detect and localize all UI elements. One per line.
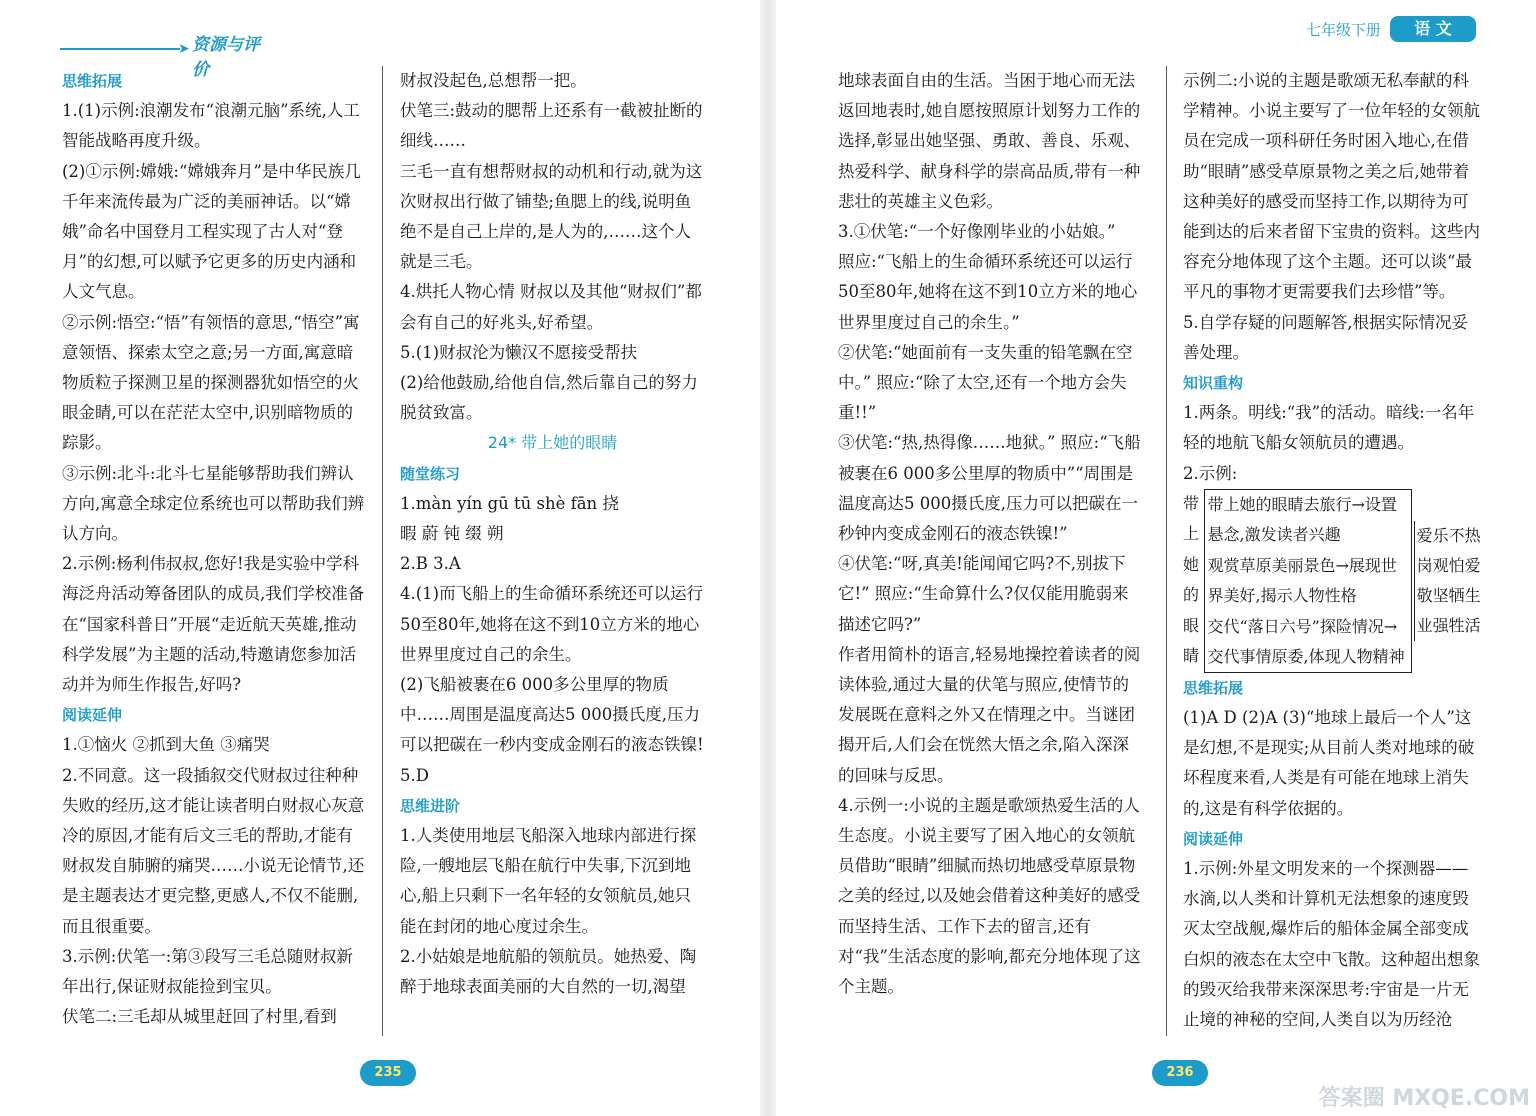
answer-paragraph: 3.示例:伏笔一:第③段写三毛总随财叔新年出行,保证财叔能捡到宝贝。	[62, 946, 353, 997]
answer-paragraph: 5.自学存疑的问题解答,根据实际情况妥善处理。	[1183, 312, 1468, 362]
section-heading: 随堂练习	[400, 464, 461, 483]
answer-paragraph: 2.B 3.A	[400, 554, 461, 574]
column-4-top	[1183, 66, 1483, 489]
section-heading: 思维拓展	[62, 72, 123, 90]
answer-paragraph: 地球表面自由的生活。当困于地心而无法返回地表时,她自愿按照原计划努力工作的选择,彰显出她坚强、勇敢、善良、乐观、热爱科学、献身科学的崇高品质,带有一种悲壮的英雄主义色彩。	[838, 71, 1141, 211]
diagram-title-char: 上	[1183, 524, 1200, 544]
answer-paragraph: 作者用简朴的语言,轻易地操控着读者的阅读体验,通过大量的伏笔与照应,使情节的发展既在意料之外又在情理之中。当谜团揭开后,人们会在恍然大悟之余,陷入深深的回味与反思。	[838, 644, 1141, 785]
header-line	[60, 48, 180, 50]
section-heading: 知识重构	[1183, 374, 1244, 393]
page-number-left: 235	[360, 1060, 416, 1086]
diagram-title-char: 睛	[1183, 646, 1200, 666]
diagram-item: 交代“落日六号”探险情况→交代事情原委,体现人物精神	[1207, 616, 1405, 667]
diagram-title-char: 她	[1183, 554, 1200, 574]
answer-paragraph: ③伏笔:“热,热得像……地狱。” 照应:“飞船被裹在6 000多公里厚的物质中”“周围是温度高达5 000摄氏度,压力可以把碳在一秒钟内变成金刚石的液态铁镍!”	[838, 433, 1141, 544]
column-divider	[382, 66, 383, 1036]
answer-paragraph: 2.小姑娘是地航船的领航员。她热爱、陶醉于地球表面美丽的大自然的一切,渴望	[400, 946, 697, 997]
answer-paragraph: 伏笔二:三毛却从城里赶回了村里,看到	[62, 1007, 337, 1027]
answer-paragraph: 1.人类使用地层飞船深入地球内部进行探险,一艘地层飞船在航行中失事,下沉到地心,船上只剩下一名年轻的女领航员,她只能在封闭的地心度过余生。	[400, 826, 697, 936]
answer-paragraph: 财叔没起色,总想帮一把。	[400, 71, 587, 90]
answer-paragraph: 1.示例:外星文明发来的一个探测器——水滴,以人类和计算机无法想象的速度毁灭太空战舰,爆炸后的船体金属全部变成白炽的液态在太空中飞散。这种超出想象的毁灭给我带来深深思考:宇宙是一片无止境的神秘的空间,人类自以为历经沧	[1183, 859, 1480, 1030]
answer-paragraph: 暇 蔚 钝 缀 朔	[400, 524, 504, 544]
column-4	[1183, 66, 1483, 1035]
answer-paragraph: 1.①恼火 ②抓到大鱼 ③痛哭	[62, 735, 270, 755]
answer-paragraph: (2)飞船被裹在6 000多公里厚的物质中……周围是温度高达5 000摄氏度,压力可以把碳在一秒内变成金刚石的液态铁镍!	[400, 675, 704, 755]
section-heading: 阅读延伸	[1183, 829, 1244, 848]
section-heading: 思维拓展	[1183, 678, 1244, 697]
answer-paragraph: (2)给他鼓励,给他自信,然后靠自己的努力脱贫致富。	[400, 373, 698, 423]
answer-paragraph: 伏笔三:鼓动的腮帮上还系有一截被扯断的细线……	[400, 101, 703, 151]
answer-paragraph: 1.两条。明线:“我”的活动。暗线:一名年轻的地航飞船女领航员的遭遇。	[1183, 403, 1475, 453]
answer-paragraph: 2.不同意。这一段插叙交代财叔过往种种失败的经历,这才能让读者明白财叔心灰意冷的原因,才能有后文三毛的帮助,才能有财叔发自肺腑的痛哭……小说无论情节,还是主题表达才更完整,更感人,不仅不能删,而且很重要。	[62, 765, 365, 936]
answer-paragraph: 照应:“飞船上的生命循环系统还可以运行50至80年,她将在这不到10立方米的地心世界里度过自己的余生。”	[838, 252, 1138, 332]
answer-paragraph: 4.(1)而飞船上的生命循环系统还可以运行50至80年,她将在这不到10立方米的地心世界里度过自己的余生。	[400, 584, 704, 664]
diagram-title-char: 带	[1183, 493, 1200, 513]
header-brand-bar	[60, 28, 260, 80]
diagram-item: 带上她的眼睛去旅行→设置悬念,激发读者兴趣	[1207, 494, 1397, 545]
structure-diagram	[1183, 489, 1483, 673]
answer-paragraph: 三毛一直有想帮财叔的动机和行动,就为这次财叔出行做了铺垫;鱼腮上的线,说明鱼绝不是自己上岸的,是人为的,……这个人就是三毛。	[400, 161, 703, 272]
subject-badge: 语 文	[1390, 16, 1476, 42]
diagram-title-char: 的	[1183, 585, 1200, 605]
column-2	[400, 66, 705, 1002]
right-page	[768, 0, 1536, 1116]
section-heading: 思维进阶	[400, 796, 461, 815]
answer-paragraph: ④伏笔:“呀,真美!能闻闻它吗?不,别拔下它!” 照应:“生命算什么?仅仅能用脆弱来描述它吗?”	[838, 554, 1129, 634]
answer-paragraph: 1.màn yín gū tū shè fān 挠	[400, 493, 619, 513]
answer-paragraph: ②示例:悟空:“悟”有领悟的意思,“悟空”寓意领悟、探索太空之意;另一方面,寓意暗物质粒子探测卫星的探测器犹如悟空的火眼金睛,可以在茫茫太空中,识别暗物质的踪影。	[62, 312, 360, 453]
answer-paragraph: 5.D	[400, 765, 429, 785]
answer-paragraph: (2)①示例:嫦娥:“嫦娥奔月”是中华民族几千年来流传最为广泛的美丽神话。以“嫦娥”命名中国登月工程实现了古人对“登月”的幻想,可以赋予它更多的历史内涵和人文气息。	[62, 161, 361, 302]
arrow-right-icon: ➤	[178, 41, 190, 57]
column-3	[838, 66, 1143, 1002]
answer-paragraph: 1.(1)示例:浪潮发布“浪潮元脑”系统,人工智能战略再度升级。	[62, 101, 360, 151]
answer-paragraph: 4.示例一:小说的主题是歌颂热爱生活的人生态度。小说主要写了困入地心的女领航员借助“眼睛”细腻而热切地感受草原景物之美的经过,以及她会借着这种美好的感受而坚持生活、工作下去的留言,还有对“我”生活态度的影响,都充分地体现了这个主题。	[838, 795, 1141, 997]
answer-paragraph: 2.示例:杨利伟叔叔,您好!我是实验中学科海泛舟活动筹备团队的成员,我们学校准备在“国家科普日”开展“走近航天英雄,推动科学发展”为主题的活动,特邀请您参加活动并为师生作报告,好吗?	[62, 554, 365, 695]
page-number-right: 236	[1152, 1060, 1208, 1086]
answer-paragraph: 3.①伏笔:“一个好像刚毕业的小姑娘。”	[838, 222, 1116, 242]
answer-paragraph: ②伏笔:“她面前有一支失重的铅笔飘在空中。” 照应:“除了太空,还有一个地方会失重!!”	[838, 342, 1133, 423]
answer-paragraph: 4.烘托人物心情 财叔以及其他“财叔们”都会有自己的好兆头,好希望。	[400, 282, 702, 332]
grade-label: 七年级下册	[1305, 21, 1381, 39]
answer-paragraph: (1)A D (2)A (3)“地球上最后一个人”这是幻想,不是现实;从目前人类对地球的破坏程度来看,人类是有可能在地球上消失的,这是有科学依据的。	[1183, 708, 1475, 818]
lesson-title: 24* 带上她的眼睛	[487, 433, 618, 453]
column-divider	[1166, 66, 1167, 1036]
watermark: 答案圈 MXQE.COM	[1318, 1086, 1530, 1111]
answer-paragraph: ③示例:北斗:北斗七星能够帮助我们辨认方向,寓意全球定位系统也可以帮助我们辨认方向。	[62, 463, 365, 544]
header-brand: 资源与评价	[192, 35, 260, 80]
diagram-right-summary: 爱乐不热岗观怕爱敬坚牺生业强牲活	[1414, 521, 1483, 641]
answer-paragraph: 5.(1)财叔沦为懒汉不愿接受帮扶	[400, 342, 638, 362]
diagram-title-char: 眼	[1183, 615, 1200, 635]
answer-paragraph: 2.示例:	[1183, 463, 1238, 483]
diagram-title-vertical	[1183, 489, 1204, 673]
answer-paragraph: 示例二:小说的主题是歌颂无私奉献的科学精神。小说主要写了一位年轻的女领航员在完成一项科研任务时困入地心,在借助“眼睛”感受草原景物之美之后,她带着这种美好的感受而坚持工作,以期待为可能到达的后来者留下宝贵的资料。这些内容充分地体现了这个主题。还可以谈“最平凡的事物才更需要我们去珍惜”等。	[1183, 71, 1480, 302]
column-1	[62, 66, 367, 1033]
column-4-bottom	[1183, 673, 1483, 1035]
section-heading: 阅读延伸	[62, 706, 123, 725]
diagram-middle-box	[1204, 489, 1411, 673]
diagram-item: 观赏草原美丽景色→展现世界美好,揭示人物性格	[1207, 555, 1397, 606]
